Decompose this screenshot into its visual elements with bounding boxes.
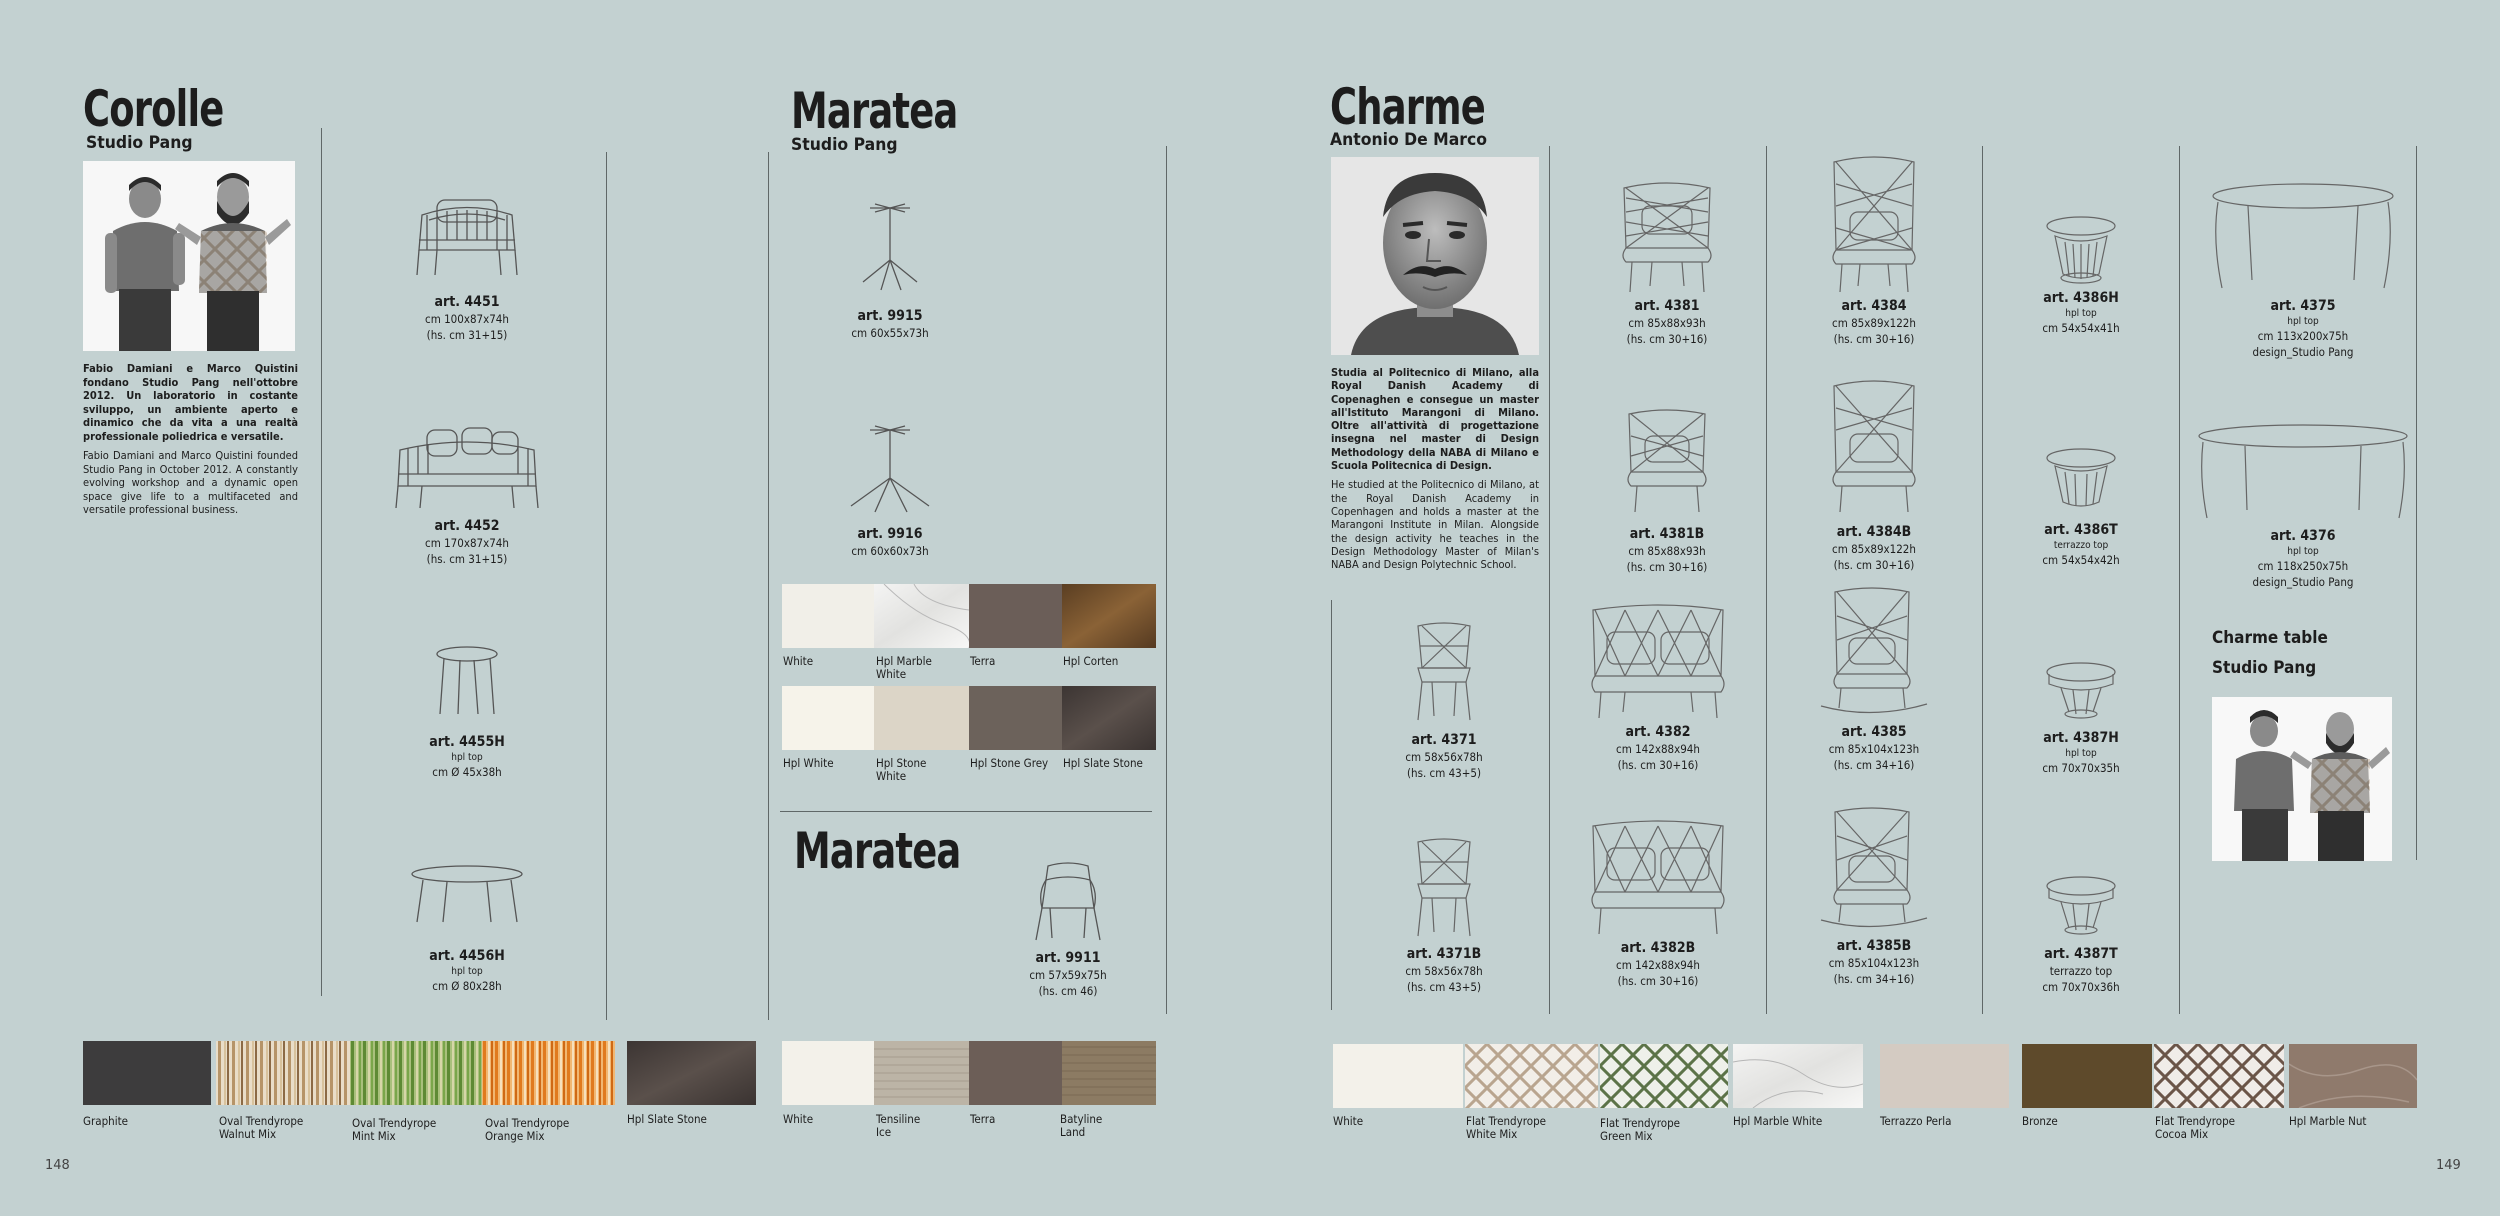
product-4386H	[1981, 212, 2181, 336]
product-extra: (hs. cm 31+15)	[426, 328, 508, 342]
divider	[321, 128, 322, 996]
product-dim: cm 85x89x122h	[1832, 316, 1916, 330]
product-9915	[790, 200, 990, 341]
lounge-chair-drawing	[1612, 178, 1722, 296]
product-art: art. 9911	[1035, 950, 1101, 966]
side-table-drawing	[432, 640, 502, 720]
product-art: art. 4455H	[429, 734, 505, 750]
product-dim: cm 70x70x36h	[2042, 980, 2120, 994]
studio-pang-photo	[2212, 697, 2392, 861]
product-art: art. 4385	[1841, 724, 1907, 740]
product-4371	[1344, 620, 1544, 781]
product-4384B	[1774, 378, 1974, 573]
product-art: art. 4386H	[2043, 290, 2119, 306]
product-art: art. 4371B	[1406, 946, 1482, 962]
product-art: art. 4381	[1634, 298, 1700, 314]
product-note: terrazzo top	[2049, 964, 2113, 978]
product-art: art. 4376	[2270, 528, 2336, 544]
swatch-white	[782, 584, 874, 648]
product-4387T	[1981, 874, 2181, 995]
page-number-right: 149	[2436, 1158, 2461, 1173]
swatch-terrazzo-perla	[1880, 1044, 2009, 1108]
product-art: art. 4386T	[2044, 522, 2118, 538]
product-extra: (hs. cm 43+5)	[1406, 980, 1482, 994]
charme-table-caption	[2212, 623, 2328, 683]
product-dim: cm 58x56x78h	[1405, 964, 1483, 978]
table-base-drawing	[845, 420, 935, 516]
product-dim: cm 57x59x75h	[1029, 968, 1107, 982]
charme-bio-it: Studia al Politecnico di Milano, alla Royal Danish Academy di Copenaghen e consegue un master all'Istituto Marangoni di Milano. Oltre all'attività di progettazione insegna nel master di Design Methodology della NABA di Milano e Scuola Politecnica di Design.	[1331, 366, 1539, 473]
charme-designer-photo	[1331, 157, 1539, 355]
high-back-chair-drawing	[1824, 154, 1924, 296]
coffee-table-drawing	[2041, 874, 2121, 936]
swatch-label: Hpl Corten	[1063, 654, 1119, 668]
lounge-chair-drawing	[1617, 406, 1717, 516]
product-dim: cm 85x104x123h	[1828, 742, 1920, 756]
product-extra: (hs. cm 31+15)	[426, 552, 508, 566]
table-base-drawing	[855, 200, 925, 296]
maratea-designer: Studio Pang	[791, 135, 898, 155]
product-4452	[367, 410, 567, 567]
corolle-title: Corolle	[83, 80, 224, 138]
product-extra: (hs. cm 43+5)	[1406, 766, 1482, 780]
swatch-label: Hpl Marble White	[1733, 1114, 1823, 1128]
armchair-drawing	[407, 180, 527, 280]
product-note: hpl top	[451, 752, 483, 763]
product-extra: design_Studio Pang	[2252, 345, 2354, 359]
swatch-label: Bronze	[2022, 1114, 2058, 1128]
product-art: art. 4375	[2270, 298, 2336, 314]
product-4385	[1774, 586, 1974, 773]
swatch-label: Oval Trendyrope Walnut Mix	[219, 1114, 304, 1141]
swatch-label: Flat Trendyrope Cocoa Mix	[2155, 1114, 2236, 1141]
product-extra: (hs. cm 34+16)	[1833, 758, 1915, 772]
product-extra: (hs. cm 30+16)	[1617, 758, 1699, 772]
charme-table-caption-line1: Charme table	[2212, 628, 2328, 648]
coffee-table-drawing	[407, 860, 527, 930]
product-art: art. 4387T	[2044, 946, 2118, 962]
swatch-label: Hpl Marble Nut	[2289, 1114, 2367, 1128]
swatch-oval-mint	[350, 1041, 482, 1105]
swatch-stone-white	[874, 686, 969, 750]
product-art: art. 4387H	[2043, 730, 2119, 746]
product-extra: (hs. cm 34+16)	[1833, 972, 1915, 986]
product-art: art. 9915	[857, 308, 923, 324]
product-extra: (hs. cm 30+16)	[1833, 558, 1915, 572]
rocking-chair-drawing	[1817, 806, 1931, 936]
product-dim: cm 58x56x78h	[1405, 750, 1483, 764]
swatch-hpl-white	[782, 686, 874, 750]
divider	[1549, 146, 1550, 1014]
swatch-label: Terra	[970, 654, 996, 668]
corolle-bio-en: Fabio Damiani and Marco Quistini founded Studio Pang in October 2012. A constantly evolving workshop and a dynamic open space give life to a multifaceted and versatile professional business.	[83, 449, 298, 516]
swatch-label: Graphite	[83, 1114, 129, 1128]
product-note: hpl top	[2287, 546, 2319, 557]
product-4451	[367, 180, 567, 343]
product-9911	[968, 858, 1168, 999]
swatch-label: Hpl Stone White	[876, 756, 927, 783]
swatch-label: Flat Trendyrope White Mix	[1466, 1114, 1547, 1141]
corolle-bio-it: Fabio Damiani e Marco Quistini fondano Studio Pang nell'ottobre 2012. Un laboratorio in costante sviluppo, un ambiente aperto e dinamico che da vita a una realtà professionale poliedrica e versatile.	[83, 362, 298, 443]
swatch-label: White	[783, 1112, 814, 1126]
swatch-corten	[1062, 584, 1156, 648]
product-dim: cm 85x89x122h	[1832, 542, 1916, 556]
product-note: hpl top	[2287, 316, 2319, 327]
product-dim: cm 113x200x75h	[2257, 329, 2349, 343]
swatch-marble-white	[1733, 1044, 1863, 1108]
product-4375	[2203, 180, 2403, 360]
swatch-label: Hpl Stone Grey	[970, 756, 1049, 770]
page-number-left: 148	[45, 1158, 70, 1173]
product-4384	[1774, 154, 1974, 347]
swatch-white	[1333, 1044, 1463, 1108]
product-4385B	[1774, 806, 1974, 987]
product-note: terrazzo top	[2053, 540, 2109, 551]
swatch-label: Hpl White	[783, 756, 834, 770]
product-dim: cm 118x250x75h	[2257, 559, 2349, 573]
swatch-oval-walnut	[216, 1041, 350, 1105]
product-4456H	[367, 860, 567, 994]
swatch-label: White	[783, 654, 814, 668]
product-9916	[790, 420, 990, 559]
side-table-drawing	[2041, 446, 2121, 514]
swatch-batyline-land	[1062, 1041, 1156, 1105]
charme-bio	[1331, 366, 1539, 577]
product-dim: cm Ø 45x38h	[432, 765, 502, 779]
rocking-chair-drawing	[1817, 586, 1931, 722]
product-4387H	[1981, 660, 2181, 776]
swatch-stone-grey	[969, 686, 1062, 750]
product-art: art. 4384	[1841, 298, 1907, 314]
product-art: art. 4382	[1625, 724, 1691, 740]
swatch-label: Hpl Slate Stone	[627, 1112, 707, 1126]
product-extra: (hs. cm 30+16)	[1617, 974, 1699, 988]
product-dim: cm 85x88x93h	[1628, 316, 1706, 330]
product-note: hpl top	[451, 966, 483, 977]
product-extra: (hs. cm 30+16)	[1626, 560, 1708, 574]
product-dim: cm Ø 80x28h	[432, 979, 502, 993]
product-extra: (hs. cm 30+16)	[1833, 332, 1915, 346]
dining-chair-drawing	[1404, 836, 1484, 940]
side-table-drawing	[2041, 212, 2121, 288]
product-4455H	[367, 640, 567, 780]
swatch-label: Oval Trendyrope Orange Mix	[485, 1116, 570, 1143]
sofa-drawing	[1585, 818, 1731, 936]
product-4382B	[1558, 818, 1758, 989]
product-art: art. 9916	[857, 526, 923, 542]
product-art: art. 4456H	[429, 948, 505, 964]
swatch-label: Oval Trendyrope Mint Mix	[352, 1116, 437, 1143]
product-note: hpl top	[2065, 308, 2097, 319]
product-art: art. 4452	[434, 518, 500, 534]
product-dim: cm 70x70x35h	[2042, 761, 2120, 775]
swatch-slate-stone	[1062, 686, 1156, 750]
swatch-label: Hpl Marble White	[876, 654, 932, 681]
product-extra: design_Studio Pang	[2252, 575, 2354, 589]
product-dim: cm 60x55x73h	[851, 326, 929, 340]
swatch-terra	[969, 1041, 1062, 1105]
swatch-label: White	[1333, 1114, 1364, 1128]
swatch-white	[782, 1041, 874, 1105]
product-4381B	[1567, 406, 1767, 575]
charme-title: Charme	[1330, 78, 1485, 136]
dining-chair-drawing	[1404, 620, 1484, 724]
swatch-flat-green-mix	[1600, 1044, 1728, 1108]
swatch-marble-white	[874, 584, 969, 648]
product-extra: (hs. cm 30+16)	[1626, 332, 1708, 346]
product-dim: cm 170x87x74h	[425, 536, 509, 550]
chair-drawing	[1028, 858, 1108, 942]
corolle-designer-photo	[83, 161, 295, 351]
oval-table-drawing	[2195, 422, 2411, 522]
product-extra: (hs. cm 46)	[1038, 984, 1098, 998]
charme-designer: Antonio De Marco	[1330, 130, 1488, 150]
coffee-table-drawing	[2041, 660, 2121, 720]
maratea-title: Maratea	[791, 82, 958, 140]
product-dim: cm 54x54x42h	[2042, 553, 2120, 567]
product-dim: cm 142x88x94h	[1616, 958, 1700, 972]
swatch-slate-stone	[627, 1041, 756, 1105]
product-dim: cm 100x87x74h	[425, 312, 509, 326]
charme-table-caption-line2: Studio Pang	[2212, 658, 2317, 678]
product-dim: cm 142x88x94h	[1616, 742, 1700, 756]
swatch-flat-cocoa-mix	[2154, 1044, 2284, 1108]
product-art: art. 4381B	[1629, 526, 1705, 542]
product-art: art. 4385B	[1836, 938, 1912, 954]
swatch-terra	[969, 584, 1062, 648]
product-art: art. 4371	[1411, 732, 1477, 748]
swatch-marble-nut	[2289, 1044, 2417, 1108]
product-dim: cm 60x60x73h	[851, 544, 929, 558]
product-art: art. 4384B	[1836, 524, 1912, 540]
swatch-tensiline-ice	[874, 1041, 969, 1105]
divider	[768, 152, 769, 1020]
sofa-drawing	[392, 410, 542, 510]
swatch-label: Hpl Slate Stone	[1063, 756, 1143, 770]
divider	[1331, 600, 1332, 1010]
oval-table-drawing	[2208, 180, 2398, 296]
swatch-label: Flat Trendyrope Green Mix	[1600, 1116, 1681, 1143]
sofa-drawing	[1585, 602, 1731, 720]
swatch-label: Batyline Land	[1060, 1112, 1103, 1139]
swatch-oval-orange	[482, 1041, 615, 1105]
swatch-label: Tensiline Ice	[876, 1112, 921, 1139]
swatch-bronze	[2022, 1044, 2152, 1108]
product-4371B	[1344, 836, 1544, 995]
swatch-flat-white-mix	[1465, 1044, 1598, 1108]
divider	[780, 811, 1152, 812]
product-dim: cm 54x54x41h	[2042, 321, 2120, 335]
divider	[606, 152, 607, 1020]
product-4376	[2185, 422, 2421, 590]
product-art: art. 4451	[434, 294, 500, 310]
product-art: art. 4382B	[1620, 940, 1696, 956]
product-4386T	[1981, 446, 2181, 568]
maratea2-title: Maratea	[794, 822, 961, 880]
high-back-chair-drawing	[1824, 378, 1924, 516]
product-note: hpl top	[2065, 748, 2097, 759]
swatch-graphite	[83, 1041, 211, 1105]
product-dim: cm 85x88x93h	[1628, 544, 1706, 558]
corolle-bio	[83, 362, 298, 523]
product-4381	[1567, 178, 1767, 347]
product-dim: cm 85x104x123h	[1828, 956, 1920, 970]
swatch-label: Terrazzo Perla	[1880, 1114, 1952, 1128]
corolle-designer: Studio Pang	[86, 133, 193, 153]
charme-bio-en: He studied at the Politecnico di Milano, at the Royal Danish Academy in Copenhagen and holds a master at the Marangoni Institute in Milan. Alongside the design activity he teaches in the Design Methodology Master of Milan's NABA and Design Polytechnic School.	[1331, 478, 1539, 572]
swatch-label: Terra	[970, 1112, 996, 1126]
product-4382	[1558, 602, 1758, 773]
